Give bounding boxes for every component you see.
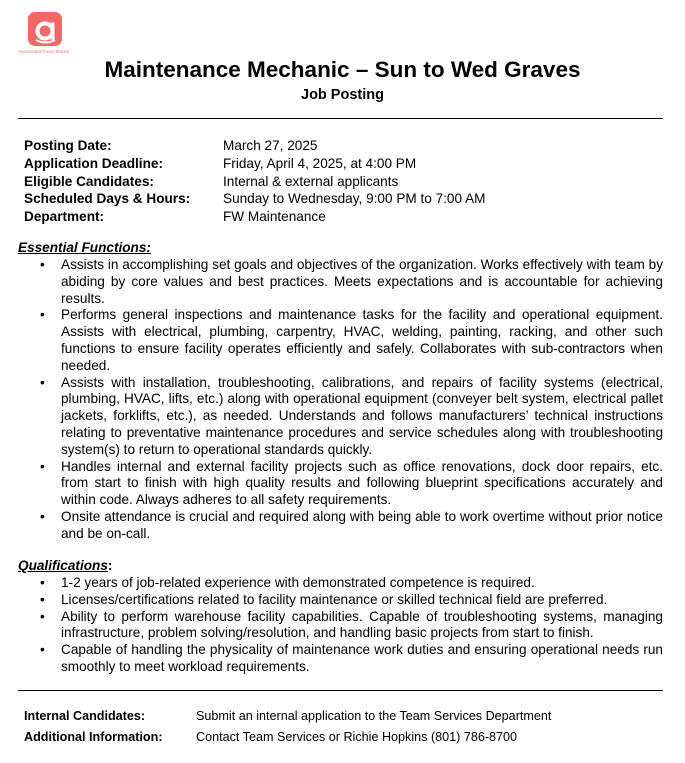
list-item (18, 307, 663, 374)
list-item-text: Assists with installation, troubleshooting, calibrations, and repairs of facility systems (electrical, plumbing, HVAC, lifts, etc.) along with operational equipment (conveyer belt system, electrical pallet jackets, forklifts, etc.), as needed. Understands and follows manufacturers’ technical instructions relating to preventative maintenance procedures and service schedules along with troubleshooting system(s) to return to operational standards quickly. (61, 374, 663, 457)
bullet-icon: • (40, 458, 45, 474)
page-subtitle: Job Posting (301, 87, 384, 103)
info-row-scheduled-hours (24, 190, 485, 208)
list-item-text: 1-2 years of job-related experience with demonstrated competence is required. (61, 575, 535, 590)
list-item-text: Licenses/certifications related to facility maintenance or skilled technical field are preferred. (61, 591, 608, 607)
bullet-icon: • (40, 591, 45, 607)
logo-a-icon (28, 12, 62, 46)
info-label: Scheduled Days & Hours: (24, 191, 191, 207)
posting-info (24, 137, 485, 226)
bottom-divider (18, 690, 663, 691)
footer-info (24, 706, 551, 748)
footer-value: Submit an internal application to the Team Services Department (196, 709, 552, 723)
top-divider (18, 118, 663, 119)
qualifications-heading-text: Qualifications (18, 558, 108, 573)
bullet-icon: • (40, 642, 45, 658)
info-label: Posting Date: (24, 138, 112, 153)
list-item-text: Performs general inspections and maintenance tasks for the facility and operational equipment. Assists with electrical, plumbing, carpentry, HVAC, welding, painting, racking, and other such functions to ensure facility operates efficiently and safely. Collaborates with sub-contractors when needed. (61, 307, 663, 373)
qualifications-list (18, 575, 663, 676)
bullet-icon: • (40, 374, 45, 390)
info-row-eligible-candidates (24, 173, 485, 191)
list-item-text: Assists in accomplishing set goals and objectives of the organization. Works effectively with team by abiding by core values and best practices. Meets expectations and is accountable for achieving results. (61, 257, 663, 306)
list-item (18, 509, 663, 543)
info-label: Eligible Candidates: (24, 173, 154, 189)
bullet-icon: • (40, 608, 45, 624)
list-item (18, 257, 663, 307)
info-label: Application Deadline: (24, 155, 163, 171)
list-item (18, 459, 663, 509)
list-item (18, 642, 663, 676)
essential-functions-heading: Essential Functions: (18, 240, 151, 255)
info-value: Sunday to Wednesday, 9:00 PM to 7:00 AM (223, 191, 486, 207)
footer-label: Additional Information: (24, 730, 163, 744)
list-item-text: Handles internal and external facility projects such as office renovations, dock door repairs, etc. from start to finish with high quality results and following blueprint specifications accurately and within code. Always adheres to all safety requirements. (61, 458, 663, 508)
list-item-text: Onsite attendance is crucial and required along with being able to work overtime without prior notice and be on-call. (61, 508, 663, 541)
list-item-text: Ability to perform warehouse facility capabilities. Capable of troubleshooting systems, managing infrastructure, problem solving/resolution, and handling basic projects from start to finish. (61, 608, 663, 641)
bullet-icon: • (40, 257, 45, 272)
logo-text: Associated Food Stores (18, 49, 69, 54)
info-row-application-deadline (24, 155, 485, 173)
company-logo (18, 12, 82, 54)
bullet-icon: • (40, 307, 45, 323)
essential-functions-list (18, 257, 663, 543)
list-item (18, 609, 663, 643)
footer-label: Internal Candidates: (24, 709, 146, 723)
footer-value: Contact Team Services or Richie Hopkins (801) 786-8700 (196, 730, 518, 744)
list-item (18, 592, 663, 609)
info-value: FW Maintenance (223, 209, 326, 225)
info-value: Friday, April 4, 2025, at 4:00 PM (223, 155, 417, 171)
info-row-posting-date (24, 137, 485, 155)
bullet-icon: • (40, 508, 45, 524)
bullet-icon: • (40, 575, 45, 590)
qualifications-heading: Qualifications: (18, 558, 113, 573)
footer-row-additional-information (24, 727, 551, 748)
list-item-text: Capable of handling the physicality of maintenance work duties and ensuring operational needs run smoothly to meet workload requirements. (61, 642, 663, 674)
footer-row-internal-candidates (24, 706, 551, 727)
info-value: Internal & external applicants (223, 173, 399, 189)
info-value: March 27, 2025 (223, 138, 318, 153)
info-row-department (24, 208, 485, 226)
page-title: Maintenance Mechanic – Sun to Wed Graves (104, 57, 581, 82)
list-item (18, 375, 663, 459)
info-label: Department: (24, 209, 105, 225)
list-item (18, 575, 663, 592)
